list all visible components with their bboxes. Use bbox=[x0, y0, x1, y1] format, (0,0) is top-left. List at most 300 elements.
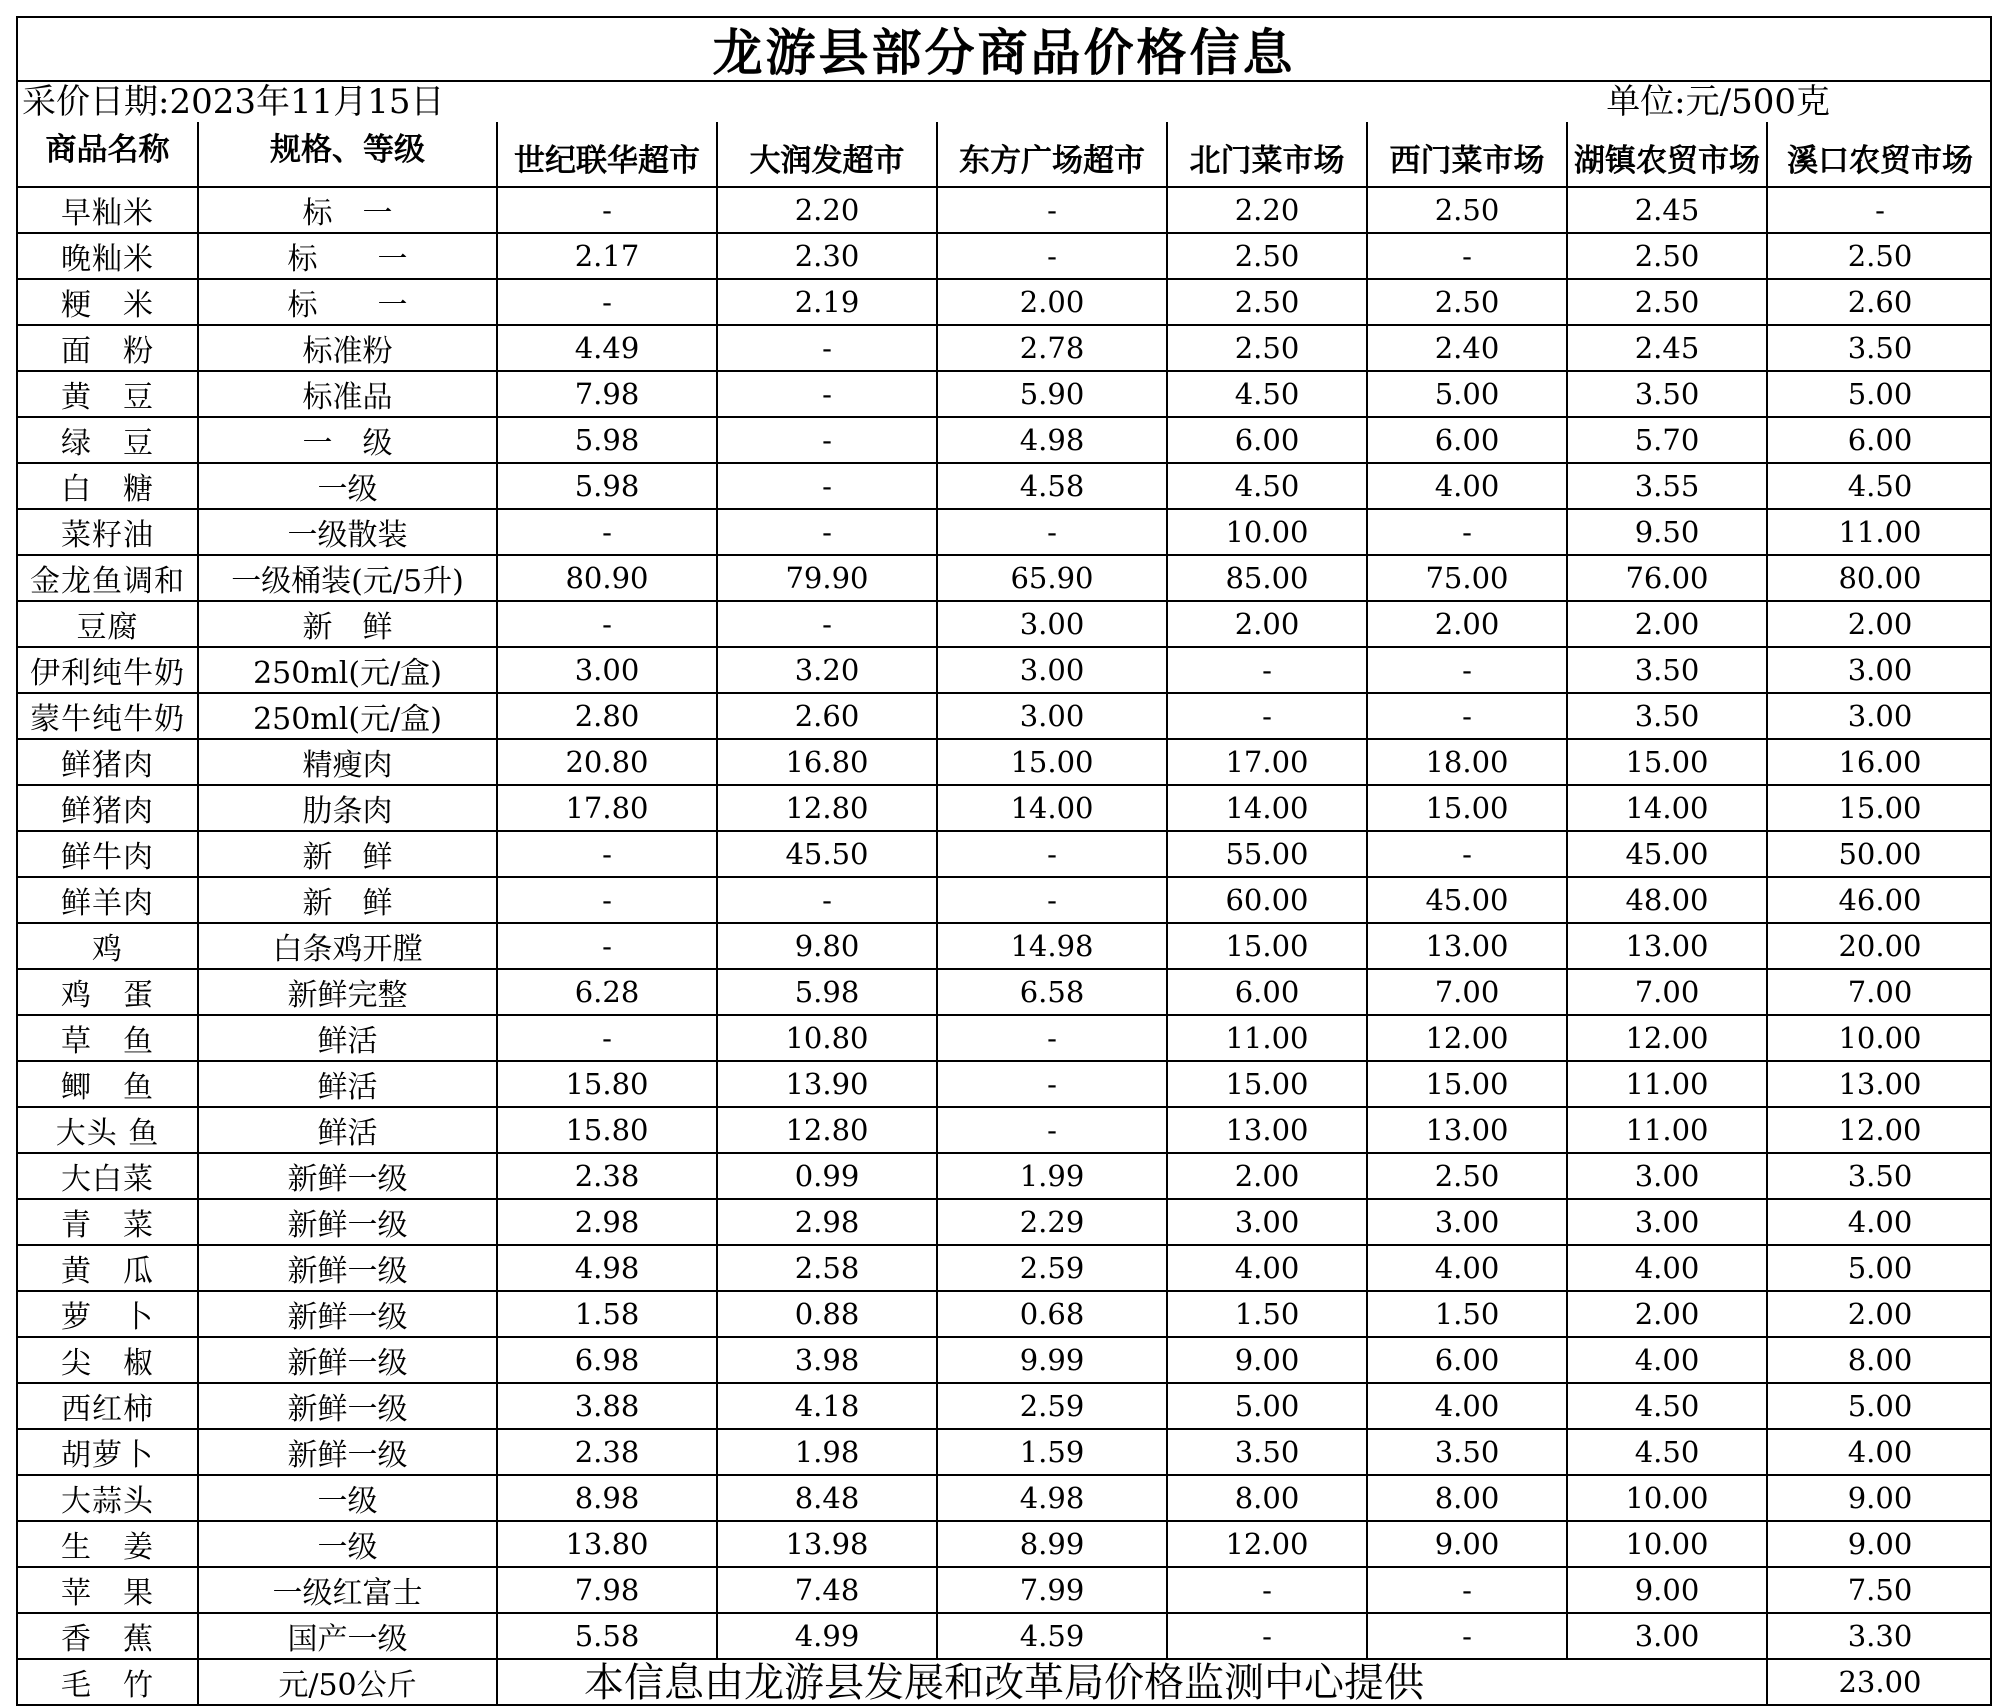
price-cell: 4.58 bbox=[937, 463, 1167, 509]
price-cell: 12.80 bbox=[717, 785, 937, 831]
price-cell: 75.00 bbox=[1367, 555, 1567, 601]
price-cell: 85.00 bbox=[1167, 555, 1367, 601]
price-cell: 2.50 bbox=[1567, 279, 1767, 325]
price-cell: 14.00 bbox=[1167, 785, 1367, 831]
price-cell: 10.00 bbox=[1167, 509, 1367, 555]
table-row bbox=[18, 371, 1992, 417]
price-cell: - bbox=[717, 877, 937, 923]
price-cell: 8.00 bbox=[1767, 1337, 1992, 1383]
product-name-cell: 菜籽油 bbox=[18, 509, 198, 555]
price-cell: 6.00 bbox=[1167, 969, 1367, 1015]
product-name-cell: 鲜牛肉 bbox=[18, 831, 198, 877]
price-cell: 0.88 bbox=[717, 1291, 937, 1337]
survey-date: 采价日期:2023年11月15日 bbox=[22, 82, 445, 122]
price-cell: 50.00 bbox=[1767, 831, 1992, 877]
price-cell: - bbox=[717, 371, 937, 417]
header-name: 商品名称 bbox=[18, 122, 198, 187]
spec-cell: 一级红富士 bbox=[198, 1567, 497, 1613]
price-cell: 3.50 bbox=[1567, 647, 1767, 693]
header-market: 溪口农贸市场 bbox=[1767, 122, 1992, 187]
header-market: 世纪联华超市 bbox=[497, 122, 717, 187]
product-name-cell: 青 菜 bbox=[18, 1199, 198, 1245]
spec-cell: 鲜活 bbox=[198, 1107, 497, 1153]
price-cell: 15.00 bbox=[1367, 1061, 1567, 1107]
table-row bbox=[18, 1521, 1992, 1567]
price-cell: - bbox=[717, 601, 937, 647]
price-cell: - bbox=[1367, 647, 1567, 693]
price-cell: 16.80 bbox=[717, 739, 937, 785]
price-cell: 9.50 bbox=[1567, 509, 1767, 555]
table-row bbox=[18, 233, 1992, 279]
product-name-cell: 早籼米 bbox=[18, 187, 198, 233]
price-cell: 11.00 bbox=[1567, 1061, 1767, 1107]
price-cell: 45.00 bbox=[1367, 877, 1567, 923]
price-cell: 5.70 bbox=[1567, 417, 1767, 463]
price-cell: - bbox=[717, 417, 937, 463]
spec-cell: 元/50公斤 bbox=[198, 1659, 497, 1705]
spec-cell: 标 一 bbox=[198, 233, 497, 279]
price-cell: 3.00 bbox=[1767, 693, 1992, 739]
table-row bbox=[18, 831, 1992, 877]
spec-cell: 新 鲜 bbox=[198, 877, 497, 923]
price-cell: 3.20 bbox=[717, 647, 937, 693]
price-cell: 7.00 bbox=[1567, 969, 1767, 1015]
price-cell: 12.00 bbox=[1767, 1107, 1992, 1153]
price-cell: 3.00 bbox=[1367, 1199, 1567, 1245]
product-name-cell: 黄 豆 bbox=[18, 371, 198, 417]
spec-cell: 新鲜一级 bbox=[198, 1291, 497, 1337]
spec-cell: 国产一级 bbox=[198, 1613, 497, 1659]
price-cell: - bbox=[1367, 1567, 1567, 1613]
table-row bbox=[18, 647, 1992, 693]
price-cell: 2.50 bbox=[1367, 279, 1567, 325]
price-cell: 2.20 bbox=[717, 187, 937, 233]
product-name-cell: 粳 米 bbox=[18, 279, 198, 325]
price-cell: 1.98 bbox=[717, 1429, 937, 1475]
price-cell: 5.00 bbox=[1167, 1383, 1367, 1429]
price-cell: 20.80 bbox=[497, 739, 717, 785]
price-cell: 7.98 bbox=[497, 371, 717, 417]
price-cell: - bbox=[717, 463, 937, 509]
product-name-cell: 大头 鱼 bbox=[18, 1107, 198, 1153]
price-cell: 6.98 bbox=[497, 1337, 717, 1383]
spec-cell: 标准品 bbox=[198, 371, 497, 417]
price-cell: 2.00 bbox=[1367, 601, 1567, 647]
product-name-cell: 豆腐 bbox=[18, 601, 198, 647]
price-cell: 15.00 bbox=[937, 739, 1167, 785]
spec-cell: 新鲜一级 bbox=[198, 1153, 497, 1199]
price-cell: 4.98 bbox=[497, 1245, 717, 1291]
price-cell: 3.00 bbox=[937, 693, 1167, 739]
price-cell: 45.50 bbox=[717, 831, 937, 877]
price-sheet bbox=[16, 16, 1992, 1706]
price-cell: 3.50 bbox=[1367, 1429, 1567, 1475]
table-row bbox=[18, 1291, 1992, 1337]
price-cell: 7.98 bbox=[497, 1567, 717, 1613]
price-cell: 8.99 bbox=[937, 1521, 1167, 1567]
price-cell: 3.00 bbox=[1567, 1153, 1767, 1199]
price-cell: 13.00 bbox=[1167, 1107, 1367, 1153]
spec-cell: 肋条肉 bbox=[198, 785, 497, 831]
header-market: 湖镇农贸市场 bbox=[1567, 122, 1767, 187]
price-cell: 10.00 bbox=[1567, 1521, 1767, 1567]
price-cell: 12.00 bbox=[1367, 1015, 1567, 1061]
price-cell: 79.90 bbox=[717, 555, 937, 601]
price-cell: - bbox=[1367, 693, 1567, 739]
price-cell: 1.59 bbox=[937, 1429, 1167, 1475]
spec-cell: 一级 bbox=[198, 1521, 497, 1567]
table-row bbox=[18, 1245, 1992, 1291]
price-cell: 10.00 bbox=[1567, 1475, 1767, 1521]
price-cell: 7.50 bbox=[1767, 1567, 1992, 1613]
price-cell: 2.50 bbox=[1167, 279, 1367, 325]
price-cell: - bbox=[497, 601, 717, 647]
table-row bbox=[18, 325, 1992, 371]
price-cell: 2.00 bbox=[1767, 1291, 1992, 1337]
price-cell: 2.00 bbox=[1167, 1153, 1367, 1199]
price-cell: 3.55 bbox=[1567, 463, 1767, 509]
price-cell: 3.50 bbox=[1767, 1153, 1992, 1199]
price-cell: 10.80 bbox=[717, 1015, 937, 1061]
price-cell: 5.98 bbox=[497, 417, 717, 463]
price-cell: 2.38 bbox=[497, 1153, 717, 1199]
price-cell: 4.00 bbox=[1167, 1245, 1367, 1291]
price-cell: - bbox=[497, 877, 717, 923]
spec-cell: 新鲜一级 bbox=[198, 1245, 497, 1291]
spec-cell: 鲜活 bbox=[198, 1061, 497, 1107]
price-cell: 11.00 bbox=[1167, 1015, 1367, 1061]
price-cell: 9.00 bbox=[1567, 1567, 1767, 1613]
price-cell: 2.59 bbox=[937, 1245, 1167, 1291]
price-cell: 80.90 bbox=[497, 555, 717, 601]
price-cell: 9.80 bbox=[717, 923, 937, 969]
price-cell: 4.59 bbox=[937, 1613, 1167, 1659]
price-cell: 2.50 bbox=[1167, 233, 1367, 279]
price-cell: 4.50 bbox=[1167, 463, 1367, 509]
price-cell: 46.00 bbox=[1767, 877, 1992, 923]
table-row bbox=[18, 509, 1992, 555]
price-cell: - bbox=[497, 923, 717, 969]
subheader bbox=[18, 82, 1990, 122]
spec-cell: 鲜活 bbox=[198, 1015, 497, 1061]
price-cell: 3.00 bbox=[1567, 1199, 1767, 1245]
price-cell: 7.00 bbox=[1367, 969, 1567, 1015]
price-cell: 10.00 bbox=[1767, 1015, 1992, 1061]
price-cell: 6.58 bbox=[937, 969, 1167, 1015]
header-spec: 规格、等级 bbox=[198, 122, 497, 187]
price-cell: 5.00 bbox=[1767, 1383, 1992, 1429]
price-cell: 4.50 bbox=[1567, 1383, 1767, 1429]
price-cell: 5.58 bbox=[497, 1613, 717, 1659]
spec-cell: 一 级 bbox=[198, 417, 497, 463]
price-cell: 76.00 bbox=[1567, 555, 1767, 601]
price-cell: 1.58 bbox=[497, 1291, 717, 1337]
price-cell: 4.00 bbox=[1367, 463, 1567, 509]
price-cell: 0.68 bbox=[937, 1291, 1167, 1337]
price-cell: 2.50 bbox=[1767, 233, 1992, 279]
price-cell: 3.30 bbox=[1767, 1613, 1992, 1659]
price-cell: 2.40 bbox=[1367, 325, 1567, 371]
table-row bbox=[18, 601, 1992, 647]
header-market: 大润发超市 bbox=[717, 122, 937, 187]
price-cell: 55.00 bbox=[1167, 831, 1367, 877]
price-table bbox=[18, 122, 1992, 1706]
price-cell: 6.00 bbox=[1767, 417, 1992, 463]
price-cell: 1.99 bbox=[937, 1153, 1167, 1199]
price-cell: 2.59 bbox=[937, 1383, 1167, 1429]
price-cell: 8.00 bbox=[1367, 1475, 1567, 1521]
price-cell: 6.00 bbox=[1367, 1337, 1567, 1383]
price-cell: 12.80 bbox=[717, 1107, 937, 1153]
price-cell: 9.00 bbox=[1767, 1475, 1992, 1521]
price-cell: 3.00 bbox=[937, 601, 1167, 647]
price-cell: - bbox=[937, 509, 1167, 555]
spec-cell: 标 一 bbox=[198, 187, 497, 233]
price-cell: 3.00 bbox=[1167, 1199, 1367, 1245]
table-row bbox=[18, 555, 1992, 601]
table-row bbox=[18, 417, 1992, 463]
price-cell: 12.00 bbox=[1167, 1521, 1367, 1567]
price-cell: 1.50 bbox=[1167, 1291, 1367, 1337]
price-cell: 0.99 bbox=[717, 1153, 937, 1199]
table-row bbox=[18, 785, 1992, 831]
price-cell: 15.00 bbox=[1767, 785, 1992, 831]
price-cell: 2.78 bbox=[937, 325, 1167, 371]
price-cell: 14.98 bbox=[937, 923, 1167, 969]
table-row bbox=[18, 1153, 1992, 1199]
product-name-cell: 尖 椒 bbox=[18, 1337, 198, 1383]
price-cell: 11.00 bbox=[1767, 509, 1992, 555]
page-title: 龙游县部分商品价格信息 bbox=[18, 18, 1990, 82]
price-cell: 2.80 bbox=[497, 693, 717, 739]
spec-cell: 新鲜完整 bbox=[198, 969, 497, 1015]
price-cell: - bbox=[937, 233, 1167, 279]
price-cell: 11.00 bbox=[1567, 1107, 1767, 1153]
price-cell: 2.45 bbox=[1567, 325, 1767, 371]
product-name-cell: 蒙牛纯牛奶 bbox=[18, 693, 198, 739]
price-cell: 3.50 bbox=[1767, 325, 1992, 371]
price-cell: 2.20 bbox=[1167, 187, 1367, 233]
price-cell: 2.45 bbox=[1567, 187, 1767, 233]
price-cell: - bbox=[937, 1107, 1167, 1153]
spec-cell: 250ml(元/盒) bbox=[198, 693, 497, 739]
spec-cell: 新鲜一级 bbox=[198, 1383, 497, 1429]
price-cell: 5.98 bbox=[497, 463, 717, 509]
price-cell: 20.00 bbox=[1767, 923, 1992, 969]
table-row bbox=[18, 1613, 1992, 1659]
price-cell: - bbox=[497, 187, 717, 233]
price-cell: - bbox=[717, 325, 937, 371]
table-row bbox=[18, 1199, 1992, 1245]
price-cell: 9.00 bbox=[1367, 1521, 1567, 1567]
price-cell: 4.00 bbox=[1567, 1337, 1767, 1383]
spec-cell: 标 一 bbox=[198, 279, 497, 325]
price-cell: 1.50 bbox=[1367, 1291, 1567, 1337]
spec-cell: 新 鲜 bbox=[198, 831, 497, 877]
table-row bbox=[18, 1383, 1992, 1429]
price-cell: 13.00 bbox=[1767, 1061, 1992, 1107]
product-name-cell: 绿 豆 bbox=[18, 417, 198, 463]
price-cell: 5.98 bbox=[717, 969, 937, 1015]
product-name-cell: 晚籼米 bbox=[18, 233, 198, 279]
price-cell: 2.50 bbox=[1167, 325, 1367, 371]
product-name-cell: 鲜猪肉 bbox=[18, 739, 198, 785]
price-cell: 3.00 bbox=[1767, 647, 1992, 693]
product-name-cell: 鲜羊肉 bbox=[18, 877, 198, 923]
price-cell: 4.00 bbox=[1567, 1245, 1767, 1291]
product-name-cell: 鸡 bbox=[18, 923, 198, 969]
spec-cell: 新 鲜 bbox=[198, 601, 497, 647]
price-cell: 4.50 bbox=[1167, 371, 1367, 417]
price-cell: 15.00 bbox=[1567, 739, 1767, 785]
table-row bbox=[18, 1567, 1992, 1613]
table-row bbox=[18, 1061, 1992, 1107]
product-name-cell: 白 糖 bbox=[18, 463, 198, 509]
price-cell: 3.50 bbox=[1567, 693, 1767, 739]
table-row bbox=[18, 1107, 1992, 1153]
price-cell: 13.00 bbox=[1567, 923, 1767, 969]
price-cell: - bbox=[1167, 1613, 1367, 1659]
product-name-cell: 大白菜 bbox=[18, 1153, 198, 1199]
price-cell: 9.99 bbox=[937, 1337, 1167, 1383]
price-cell: 5.90 bbox=[937, 371, 1167, 417]
price-cell: 2.50 bbox=[1367, 187, 1567, 233]
price-cell: - bbox=[497, 831, 717, 877]
price-cell: 7.48 bbox=[717, 1567, 937, 1613]
price-cell: - bbox=[937, 1061, 1167, 1107]
price-cell: 9.00 bbox=[1167, 1337, 1367, 1383]
price-cell: 2.58 bbox=[717, 1245, 937, 1291]
price-cell: 15.00 bbox=[1167, 923, 1367, 969]
header-market: 东方广场超市 bbox=[937, 122, 1167, 187]
product-name-cell: 生 姜 bbox=[18, 1521, 198, 1567]
price-cell: 4.98 bbox=[937, 417, 1167, 463]
price-cell: 23.00 bbox=[1767, 1659, 1992, 1705]
price-cell: 2.60 bbox=[1767, 279, 1992, 325]
table-row bbox=[18, 877, 1992, 923]
price-cell: 8.48 bbox=[717, 1475, 937, 1521]
product-name-cell: 大蒜头 bbox=[18, 1475, 198, 1521]
spec-cell: 新鲜一级 bbox=[198, 1337, 497, 1383]
price-cell: 5.00 bbox=[1367, 371, 1567, 417]
price-cell: 13.00 bbox=[1367, 1107, 1567, 1153]
price-cell: 4.50 bbox=[1567, 1429, 1767, 1475]
price-cell: 2.98 bbox=[497, 1199, 717, 1245]
product-name-cell: 鸡 蛋 bbox=[18, 969, 198, 1015]
price-cell: - bbox=[937, 877, 1167, 923]
price-cell: 9.00 bbox=[1767, 1521, 1992, 1567]
price-cell: 80.00 bbox=[1767, 555, 1992, 601]
price-cell: 3.50 bbox=[1167, 1429, 1367, 1475]
header-market: 西门菜市场 bbox=[1367, 122, 1567, 187]
table-row bbox=[18, 187, 1992, 233]
price-cell: - bbox=[1367, 831, 1567, 877]
footer-note: 本信息由龙游县发展和改革局价格监测中心提供 bbox=[584, 1660, 1424, 1706]
price-cell: 5.00 bbox=[1767, 371, 1992, 417]
price-cell: - bbox=[1767, 187, 1992, 233]
spec-cell: 250ml(元/盒) bbox=[198, 647, 497, 693]
product-name-cell: 西红柿 bbox=[18, 1383, 198, 1429]
table-row bbox=[18, 279, 1992, 325]
price-cell: 15.80 bbox=[497, 1107, 717, 1153]
product-name-cell: 金龙鱼调和 bbox=[18, 555, 198, 601]
spec-cell: 一级散装 bbox=[198, 509, 497, 555]
product-name-cell: 面 粉 bbox=[18, 325, 198, 371]
price-cell: 17.80 bbox=[497, 785, 717, 831]
price-cell: - bbox=[937, 831, 1167, 877]
product-name-cell: 鲜猪肉 bbox=[18, 785, 198, 831]
spec-cell: 新鲜一级 bbox=[198, 1429, 497, 1475]
price-cell: - bbox=[937, 187, 1167, 233]
price-cell: 6.00 bbox=[1367, 417, 1567, 463]
price-cell: 8.98 bbox=[497, 1475, 717, 1521]
price-cell: 3.00 bbox=[497, 647, 717, 693]
price-cell: 4.18 bbox=[717, 1383, 937, 1429]
price-cell: 2.38 bbox=[497, 1429, 717, 1475]
price-cell: 17.00 bbox=[1167, 739, 1367, 785]
price-cell: 5.00 bbox=[1767, 1245, 1992, 1291]
product-name-cell: 胡萝卜 bbox=[18, 1429, 198, 1475]
price-cell: 4.99 bbox=[717, 1613, 937, 1659]
price-cell: 4.50 bbox=[1767, 463, 1992, 509]
spec-cell: 一级 bbox=[198, 463, 497, 509]
table-row bbox=[18, 1475, 1992, 1521]
price-cell: 13.98 bbox=[717, 1521, 937, 1567]
price-cell: 6.00 bbox=[1167, 417, 1367, 463]
price-cell: 8.00 bbox=[1167, 1475, 1367, 1521]
price-cell: 13.00 bbox=[1367, 923, 1567, 969]
spec-cell: 一级 bbox=[198, 1475, 497, 1521]
table-body bbox=[18, 187, 1992, 1705]
price-cell: 4.49 bbox=[497, 325, 717, 371]
table-row bbox=[18, 693, 1992, 739]
table-row bbox=[18, 923, 1992, 969]
price-cell: 16.00 bbox=[1767, 739, 1992, 785]
price-cell: 48.00 bbox=[1567, 877, 1767, 923]
price-cell: 45.00 bbox=[1567, 831, 1767, 877]
product-name-cell: 黄 瓜 bbox=[18, 1245, 198, 1291]
price-cell: 15.00 bbox=[1167, 1061, 1367, 1107]
price-cell: 2.29 bbox=[937, 1199, 1167, 1245]
price-cell: 2.17 bbox=[497, 233, 717, 279]
table-row bbox=[18, 739, 1992, 785]
price-cell: 12.00 bbox=[1567, 1015, 1767, 1061]
price-cell: 13.90 bbox=[717, 1061, 937, 1107]
price-cell: 4.98 bbox=[937, 1475, 1167, 1521]
price-cell: 3.00 bbox=[1567, 1613, 1767, 1659]
price-cell: - bbox=[1367, 509, 1567, 555]
price-cell: 14.00 bbox=[1567, 785, 1767, 831]
product-name-cell: 苹 果 bbox=[18, 1567, 198, 1613]
product-name-cell: 伊利纯牛奶 bbox=[18, 647, 198, 693]
price-cell: 65.90 bbox=[937, 555, 1167, 601]
table-row bbox=[18, 969, 1992, 1015]
price-cell: - bbox=[1367, 233, 1567, 279]
price-cell: 13.80 bbox=[497, 1521, 717, 1567]
price-cell: 3.00 bbox=[937, 647, 1167, 693]
price-cell: 60.00 bbox=[1167, 877, 1367, 923]
spec-cell: 精瘦肉 bbox=[198, 739, 497, 785]
price-cell: 2.00 bbox=[937, 279, 1167, 325]
price-cell: 15.00 bbox=[1367, 785, 1567, 831]
price-cell: - bbox=[497, 509, 717, 555]
price-cell: - bbox=[1167, 1567, 1367, 1613]
price-cell: - bbox=[937, 1015, 1167, 1061]
header-market: 北门菜市场 bbox=[1167, 122, 1367, 187]
price-cell: 18.00 bbox=[1367, 739, 1567, 785]
spec-cell: 新鲜一级 bbox=[198, 1199, 497, 1245]
price-cell: - bbox=[1167, 647, 1367, 693]
